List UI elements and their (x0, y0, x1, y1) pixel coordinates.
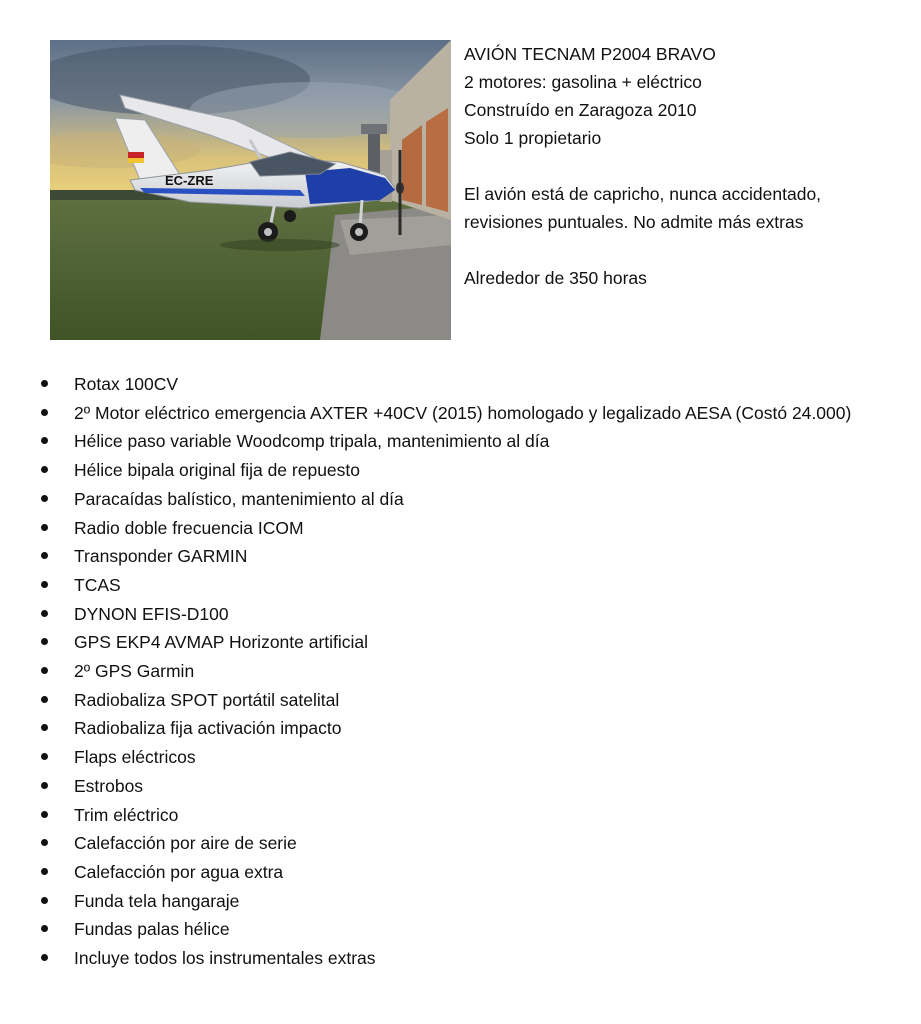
feature-item: Calefacción por aire de serie (38, 829, 908, 858)
feature-item: Hélice paso variable Woodcomp tripala, mantenimiento al día (38, 427, 908, 456)
feature-item: Rotax 100CV (38, 370, 908, 399)
spacer (464, 152, 904, 180)
feature-item: Flaps eléctricos (38, 743, 908, 772)
engines-line: 2 motores: gasolina + eléctrico (464, 72, 702, 92)
feature-item: Radio doble frecuencia ICOM (38, 514, 908, 543)
feature-item: Radiobaliza SPOT portátil satelital (38, 686, 908, 715)
feature-item: Transponder GARMIN (38, 542, 908, 571)
aircraft-description (464, 40, 904, 292)
feature-item: Calefacción por agua extra (38, 858, 908, 887)
spacer (464, 236, 904, 264)
feature-item: 2º GPS Garmin (38, 657, 908, 686)
aircraft-registration: EC-ZRE (165, 173, 214, 188)
feature-item: Radiobaliza fija activación impacto (38, 714, 908, 743)
feature-item: Incluye todos los instrumentales extras (38, 944, 908, 973)
feature-item: Estrobos (38, 772, 908, 801)
feature-item: GPS EKP4 AVMAP Horizonte artificial (38, 628, 908, 657)
feature-item: 2º Motor eléctrico emergencia AXTER +40CV (2015) homologado y legalizado AESA (Costó 24.000) (38, 399, 908, 428)
features-list (38, 370, 908, 973)
aircraft-photo (50, 40, 451, 340)
feature-item: DYNON EFIS-D100 (38, 600, 908, 629)
feature-item: Hélice bipala original fija de repuesto (38, 456, 908, 485)
built-line: Construído en Zaragoza 2010 (464, 100, 697, 120)
feature-item: Fundas palas hélice (38, 915, 908, 944)
feature-item: Paracaídas balístico, mantenimiento al día (38, 485, 908, 514)
condition-line-1: El avión está de capricho, nunca accidentado, (464, 184, 822, 204)
aircraft-title: AVIÓN TECNAM P2004 BRAVO (464, 44, 716, 64)
condition-line-2: revisiones puntuales. No admite más extras (464, 212, 804, 232)
feature-item: TCAS (38, 571, 908, 600)
owner-line: Solo 1 propietario (464, 128, 602, 148)
hours-line: Alrededor de 350 horas (464, 268, 647, 288)
feature-item: Trim eléctrico (38, 801, 908, 830)
feature-item: Funda tela hangaraje (38, 887, 908, 916)
